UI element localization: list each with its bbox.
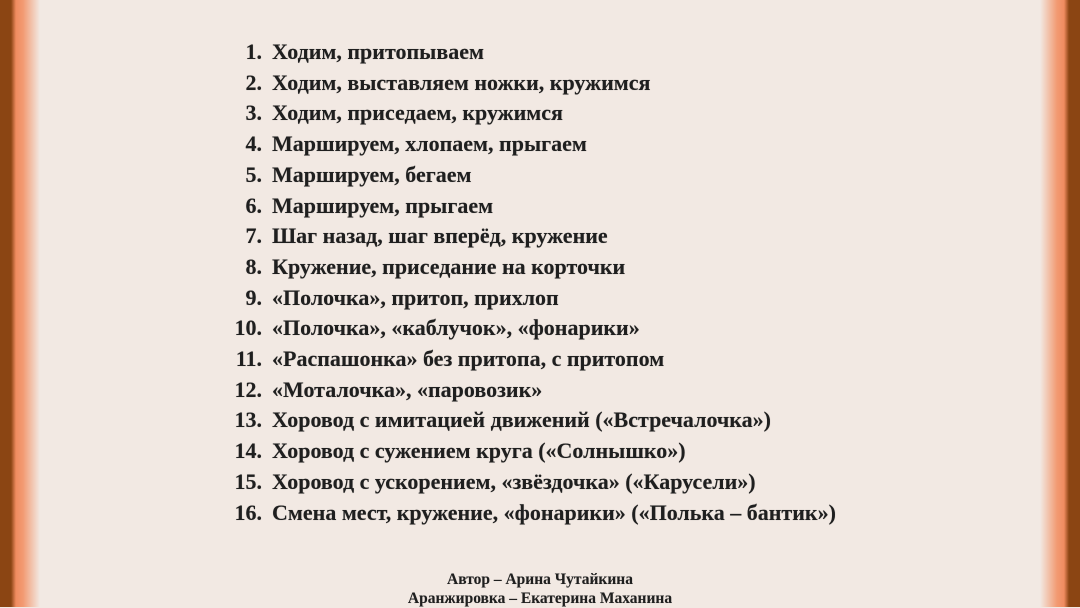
item-text: «Полочка», «каблучок», «фонарики» — [272, 315, 640, 340]
item-number: 12. — [200, 375, 262, 406]
list-item — [200, 498, 836, 529]
item-number: 10. — [200, 313, 262, 344]
item-number: 2. — [200, 68, 262, 99]
right-page-border — [1038, 0, 1080, 607]
item-text: Хоровод с имитацией движений («Встречалочка») — [272, 407, 771, 432]
item-text: Ходим, выставляем ножки, кружимся — [272, 70, 650, 95]
list-item — [200, 283, 836, 314]
item-number: 16. — [200, 498, 262, 529]
list-item — [200, 405, 836, 436]
item-number: 3. — [200, 98, 262, 129]
item-number: 15. — [200, 467, 262, 498]
item-text: Маршируем, прыгаем — [272, 193, 493, 218]
item-text: Ходим, притопываем — [272, 39, 484, 64]
item-number: 7. — [200, 221, 262, 252]
item-text: Ходим, приседаем, кружимся — [272, 100, 563, 125]
item-number: 13. — [200, 405, 262, 436]
dance-moves-list — [200, 37, 836, 528]
list-item — [200, 436, 836, 467]
list-item — [200, 221, 836, 252]
item-text: «Распашонка» без притопа, с притопом — [272, 346, 664, 371]
item-text: Хоровод с сужением круга («Солнышко») — [272, 438, 686, 463]
item-number: 11. — [200, 344, 262, 375]
item-number: 1. — [200, 37, 262, 68]
item-number: 14. — [200, 436, 262, 467]
item-text: Шаг назад, шаг вперёд, кружение — [272, 223, 608, 248]
list-item — [200, 37, 836, 68]
credits — [0, 571, 1080, 608]
list-item — [200, 160, 836, 191]
author-line: Автор – Арина Чутайкина — [0, 571, 1080, 590]
item-text: Смена мест, кружение, «фонарики» («Полька – бантик») — [272, 500, 836, 525]
list-item — [200, 191, 836, 222]
item-number: 9. — [200, 283, 262, 314]
list-item — [200, 313, 836, 344]
list-item — [200, 344, 836, 375]
item-text: «Полочка», притоп, прихлоп — [272, 285, 559, 310]
item-number: 4. — [200, 129, 262, 160]
item-text: Маршируем, бегаем — [272, 162, 471, 187]
list-item — [200, 252, 836, 283]
list-item — [200, 375, 836, 406]
list-item — [200, 467, 836, 498]
item-number: 5. — [200, 160, 262, 191]
arrangement-line: Аранжировка – Екатерина Маханина — [0, 590, 1080, 608]
item-number: 8. — [200, 252, 262, 283]
item-text: Маршируем, хлопаем, прыгаем — [272, 131, 587, 156]
item-text: Кружение, приседание на корточки — [272, 254, 625, 279]
item-text: «Моталочка», «паровозик» — [272, 377, 542, 402]
list-item — [200, 68, 836, 99]
item-number: 6. — [200, 191, 262, 222]
left-page-border — [0, 0, 42, 607]
item-text: Хоровод с ускорением, «звёздочка» («Карусели») — [272, 469, 756, 494]
list-item — [200, 98, 836, 129]
list-item — [200, 129, 836, 160]
